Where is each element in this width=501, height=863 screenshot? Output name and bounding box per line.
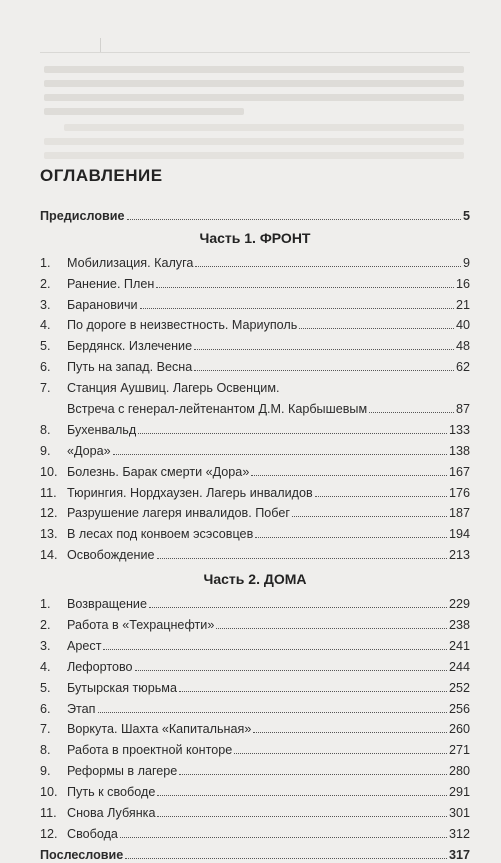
entry-title-line-2: Встреча с генерал-лейтенантом Д.М. Карбышевым xyxy=(67,402,368,417)
entry-number: 14. xyxy=(40,548,58,563)
toc-entry[interactable] xyxy=(40,758,470,779)
dot-leader xyxy=(120,837,447,838)
entry-title: Путь на запад. Весна xyxy=(67,360,193,375)
entry-title: Снова Лубянка xyxy=(67,806,156,821)
dot-leader xyxy=(138,433,447,434)
entry-number: 3. xyxy=(40,638,51,653)
entry-page: 40 xyxy=(455,318,470,333)
dot-leader xyxy=(157,795,447,796)
toc-entry[interactable] xyxy=(40,333,470,354)
entry-title: Предисловие xyxy=(40,208,125,223)
toc-entry[interactable] xyxy=(40,417,470,438)
toc-entry-afterword[interactable] xyxy=(40,842,470,863)
entry-title: Барановичи xyxy=(67,297,138,312)
dot-leader xyxy=(113,454,447,455)
toc-entry[interactable] xyxy=(40,654,470,675)
entry-number: 3. xyxy=(40,297,51,312)
dot-leader xyxy=(299,328,454,329)
dot-leader xyxy=(157,558,447,559)
entry-title: Послесловие xyxy=(40,847,124,862)
entry-title: Возвращение xyxy=(67,597,147,612)
entry-page: 291 xyxy=(448,785,470,800)
entry-title: Бухенвальд xyxy=(67,422,137,437)
entry-number: 12. xyxy=(40,826,58,841)
entry-title: Работа в проектной конторе xyxy=(67,743,233,758)
entry-number: 8. xyxy=(40,422,51,437)
entry-title: «Дора» xyxy=(67,443,111,458)
entry-number: 11. xyxy=(40,485,57,500)
dot-leader xyxy=(157,816,447,817)
entry-number: 1. xyxy=(40,597,51,612)
dot-leader xyxy=(140,308,454,309)
entry-number: 11. xyxy=(40,806,57,821)
dot-leader xyxy=(194,349,454,350)
toc-entry[interactable] xyxy=(40,271,470,292)
toc-entry[interactable] xyxy=(40,292,470,313)
entry-page: 62 xyxy=(455,360,470,375)
entry-title: Мобилизация. Калуга xyxy=(67,255,194,270)
toc-entry[interactable] xyxy=(40,717,470,738)
toc-entry[interactable] xyxy=(40,633,470,654)
table-of-contents xyxy=(40,166,470,863)
entry-page: 241 xyxy=(448,638,470,653)
entry-page: 16 xyxy=(455,276,470,291)
toc-entry[interactable] xyxy=(40,250,470,271)
dot-leader xyxy=(98,712,447,713)
toc-entry[interactable] xyxy=(40,612,470,633)
toc-entry[interactable] xyxy=(40,438,470,459)
dot-leader xyxy=(156,287,454,288)
entry-number: 5. xyxy=(40,339,51,354)
toc-entry[interactable] xyxy=(40,542,470,563)
entry-number: 10. xyxy=(40,464,58,479)
toc-entry-continued[interactable] xyxy=(40,396,470,417)
entry-number: 6. xyxy=(40,701,51,716)
dot-leader xyxy=(234,753,447,754)
entry-number: 2. xyxy=(40,276,51,291)
entry-page: 21 xyxy=(455,297,470,312)
entry-page: 213 xyxy=(448,548,470,563)
entry-title: Бутырская тюрьма xyxy=(67,680,177,695)
dot-leader xyxy=(149,607,447,608)
dot-leader xyxy=(251,475,447,476)
entry-page: 9 xyxy=(462,255,470,270)
toc-entry[interactable] xyxy=(40,354,470,375)
entry-title: В лесах под конвоем эсэсовцев xyxy=(67,527,254,542)
dot-leader xyxy=(179,691,447,692)
entry-number: 2. xyxy=(40,618,51,633)
toc-entry[interactable] xyxy=(40,375,470,396)
entry-page: 260 xyxy=(448,722,470,737)
entry-page: 244 xyxy=(448,659,470,674)
part-1-chapters xyxy=(40,250,470,563)
entry-page: 176 xyxy=(448,485,470,500)
entry-number: 12. xyxy=(40,506,58,521)
entry-page: 87 xyxy=(455,402,470,417)
entry-page: 48 xyxy=(455,339,470,354)
dot-leader xyxy=(125,858,447,859)
entry-title: Лефортово xyxy=(67,659,133,674)
entry-page: 317 xyxy=(448,847,470,862)
entry-title: Путь к свободе xyxy=(67,785,156,800)
entry-page: 312 xyxy=(448,826,470,841)
toc-entry[interactable] xyxy=(40,459,470,480)
toc-entry[interactable] xyxy=(40,821,470,842)
entry-page: 138 xyxy=(448,443,470,458)
toc-entry[interactable] xyxy=(40,501,470,522)
entry-number: 10. xyxy=(40,785,58,800)
entry-page: 5 xyxy=(462,208,470,223)
part-2-chapters xyxy=(40,591,470,842)
entry-page: 194 xyxy=(448,527,470,542)
toc-entry[interactable] xyxy=(40,779,470,800)
toc-title: ОГЛАВЛЕНИЕ xyxy=(40,166,163,185)
entry-title: Станция Аушвиц. Лагерь Освенцим. xyxy=(67,381,280,396)
toc-entry[interactable] xyxy=(40,675,470,696)
entry-title: Этап xyxy=(67,701,96,716)
entry-title: Арест xyxy=(67,638,102,653)
entry-number: 7. xyxy=(40,722,51,737)
entry-page: 271 xyxy=(448,743,470,758)
entry-page: 187 xyxy=(448,506,470,521)
toc-entry-preface[interactable] xyxy=(40,203,470,224)
part-1-title: Часть 1. ФРОНТ xyxy=(199,229,311,246)
show-through-header xyxy=(40,40,470,53)
dot-leader xyxy=(369,412,454,413)
dot-leader xyxy=(292,516,447,517)
dot-leader xyxy=(315,496,447,497)
part-2-title: Часть 2. ДОМА xyxy=(203,571,307,588)
entry-number: 13. xyxy=(40,527,58,542)
dot-leader xyxy=(127,219,461,220)
entry-number: 4. xyxy=(40,318,51,333)
dot-leader xyxy=(179,774,447,775)
entry-title: Работа в «Техрацнефти» xyxy=(67,618,215,633)
toc-entry[interactable] xyxy=(40,696,470,717)
entry-title: Реформы в лагере xyxy=(67,764,178,779)
dot-leader xyxy=(195,266,461,267)
entry-number: 4. xyxy=(40,659,51,674)
entry-title: Ранение. Плен xyxy=(67,276,155,291)
toc-entry[interactable] xyxy=(40,313,470,334)
entry-number: 1. xyxy=(40,255,51,270)
toc-entry[interactable] xyxy=(40,737,470,758)
dot-leader xyxy=(103,649,447,650)
entry-title: Тюрингия. Нордхаузен. Лагерь инвалидов xyxy=(67,485,313,500)
entry-page: 256 xyxy=(448,701,470,716)
dot-leader xyxy=(255,537,447,538)
dot-leader xyxy=(253,732,447,733)
entry-number: 7. xyxy=(40,381,51,396)
entry-page: 301 xyxy=(448,806,470,821)
entry-title: Освобождение xyxy=(67,548,155,563)
entry-page: 167 xyxy=(448,464,470,479)
entry-number: 9. xyxy=(40,764,51,779)
entry-title: Болезнь. Барак смерти «Дора» xyxy=(67,464,250,479)
entry-title: По дороге в неизвестность. Мариуполь xyxy=(67,318,298,333)
toc-entry[interactable] xyxy=(40,591,470,612)
entry-page: 280 xyxy=(448,764,470,779)
entry-title: Воркута. Шахта «Капитальная» xyxy=(67,722,252,737)
entry-title: Свобода xyxy=(67,826,118,841)
entry-title: Бердянск. Излечение xyxy=(67,339,193,354)
toc-entry[interactable] xyxy=(40,521,470,542)
dot-leader xyxy=(216,628,447,629)
entry-page: 238 xyxy=(448,618,470,633)
entry-page: 229 xyxy=(448,597,470,612)
toc-entry[interactable] xyxy=(40,480,470,501)
entry-page: 252 xyxy=(448,680,470,695)
entry-number: 8. xyxy=(40,743,51,758)
entry-page: 133 xyxy=(448,422,470,437)
entry-number: 5. xyxy=(40,680,51,695)
entry-number: 9. xyxy=(40,443,51,458)
entry-title: Разрушение лагеря инвалидов. Побег xyxy=(67,506,290,521)
toc-entry[interactable] xyxy=(40,800,470,821)
entry-number: 6. xyxy=(40,360,51,375)
dot-leader xyxy=(194,370,454,371)
dot-leader xyxy=(135,670,447,671)
